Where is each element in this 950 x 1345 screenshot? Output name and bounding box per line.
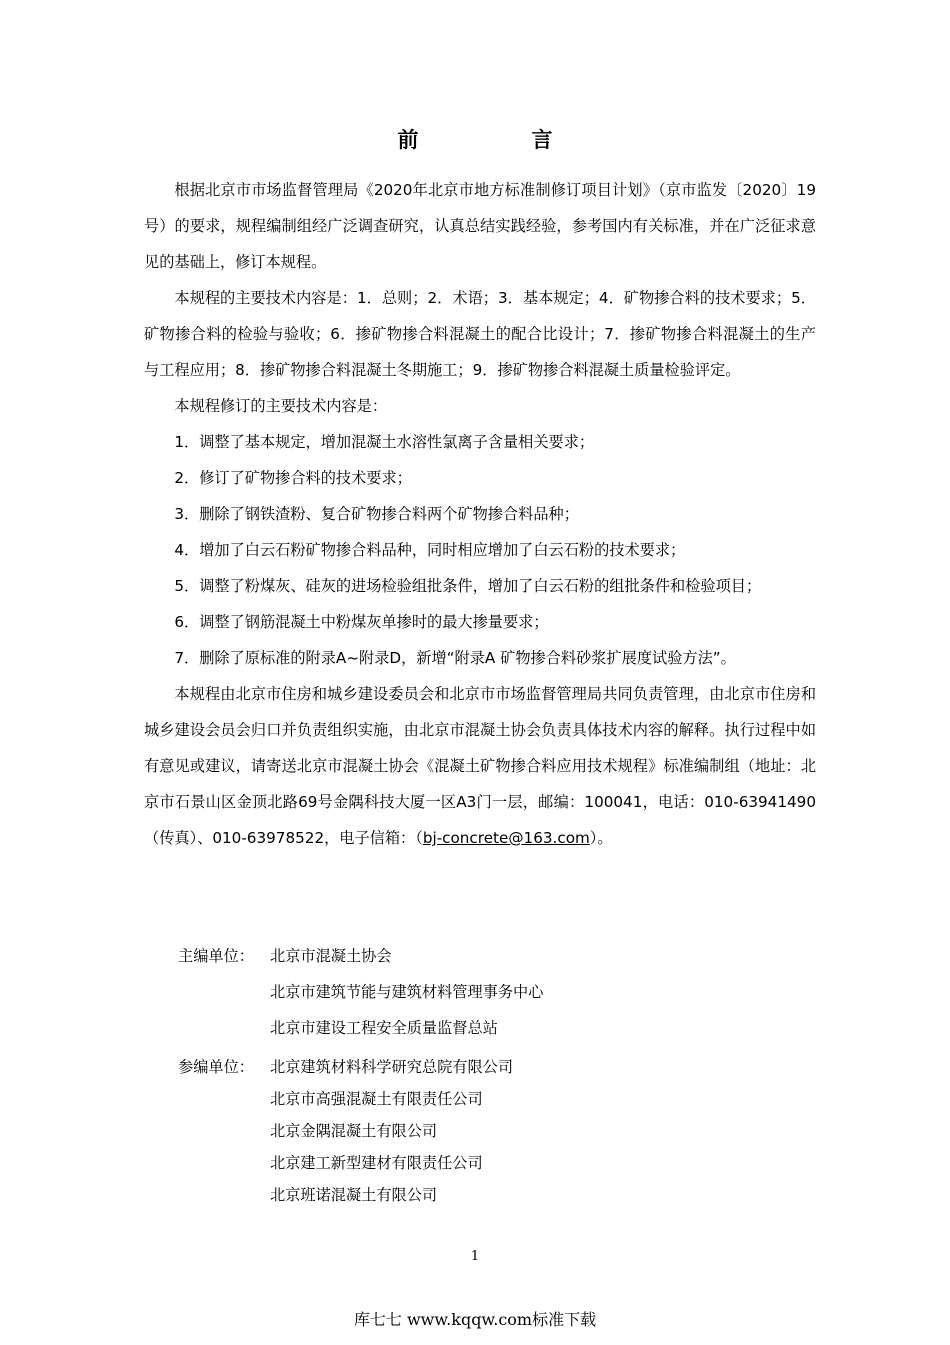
participating-units-label: 参编单位： [178,1058,254,1076]
org-name: 北京建工新型建材有限责任公司 [270,1154,483,1172]
revision-item: 3．删除了钢铁渣粉、复合矿物掺合料两个矿物掺合料品种； [174,505,579,523]
email-link[interactable]: bj-concrete@163.com [422,829,590,847]
org-name: 北京市高强混凝土有限责任公司 [270,1090,483,1108]
org-name: 北京建筑材料科学研究总院有限公司 [270,1058,513,1076]
paragraph-basis: 根据北京市市场监督管理局《2020年北京市地方标准制修订项目计划》（京市监发〔2020〕19号）的要求，规程编制组经广泛调查研究，认真总结实践经验，参考国内有关标准，并在广泛征求意见的基础上，修订本规程。 [144,181,816,271]
chief-units-label: 主编单位： [178,947,254,965]
preface-body [144,172,816,856]
org-row [178,1147,513,1179]
footer-watermark-text: 库七七 www.kqqw.com标准下载 [353,1310,597,1329]
org-name: 北京班诺混凝土有限公司 [270,1186,438,1204]
org-name: 北京市建筑节能与建筑材料管理事务中心 [270,983,544,1001]
revision-item: 7．删除了原标准的附录A~附录D，新增“附录A 矿物掺合料砂浆扩展度试验方法”。 [174,649,736,667]
org-name: 北京市混凝土协会 [270,947,392,965]
paragraph-revision-intro: 本规程修订的主要技术内容是： [174,397,388,415]
org-row [178,974,543,1010]
management-text-end: ）。 [589,829,613,847]
org-row [178,938,543,974]
org-name: 北京市建设工程安全质量监督总站 [270,1019,498,1037]
revision-item: 4．增加了白云石粉矿物掺合料品种，同时相应增加了白云石粉的技术要求； [174,541,686,559]
org-row [178,1010,543,1046]
chief-units-block [178,938,543,1046]
org-row [178,1115,513,1147]
revision-item: 5．调整了粉煤灰、硅灰的进场检验组批条件，增加了白云石粉的组批条件和检验项目； [174,577,762,595]
revision-item: 6．调整了钢筋混凝土中粉煤灰单掺时的最大掺量要求； [174,613,549,631]
management-text: 本规程由北京市住房和城乡建设委员会和北京市市场监督管理局共同负责管理，由北京市住房和城乡建设会员会归口并负责组织实施，由北京市混凝土协会负责具体技术内容的解释。执行过程中如有意见或建议，请寄送北京市混凝土协会《混凝土矿物掺合料应用技术规程》标准编制组（地址：北京市石景山区金顶北路69号金隅科技大厦一区A3门一层，邮编：100041，电话：010-63941490（传真）、010-63978522，电子信箱：（ [144,685,816,847]
page-number: 1 [470,1249,480,1264]
org-row [178,1051,513,1083]
paragraph-main-content: 本规程的主要技术内容是：1．总则；2．术语；3．基本规定；4．矿物掺合料的技术要求；5．矿物掺合料的检验与验收；6．掺矿物掺合料混凝土的配合比设计；7．掺矿物掺合料混凝土的生产与工程应用；8．掺矿物掺合料混凝土冬期施工；9．掺矿物掺合料混凝土质量检验评定。 [144,289,816,379]
revision-item: 2．修订了矿物掺合料的技术要求； [174,469,412,487]
org-row [178,1083,513,1115]
revision-item: 1．调整了基本规定，增加混凝土水溶性氯离子含量相关要求； [174,433,595,451]
paragraph-management [144,676,816,856]
page-title: 前 言 [397,128,599,152]
org-row [178,1179,513,1211]
org-name: 北京金隅混凝土有限公司 [270,1122,438,1140]
participating-units-block [178,1051,513,1211]
